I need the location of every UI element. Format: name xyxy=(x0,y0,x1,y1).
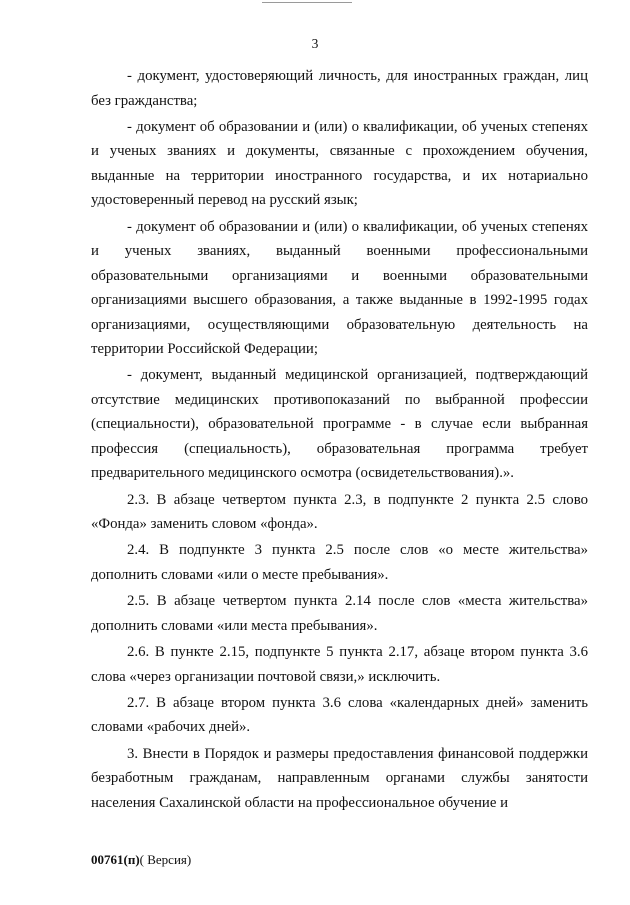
document-code: 00761(п) xyxy=(91,852,140,867)
paragraph-military-education-document: - документ об образовании и (или) о квалификации, об ученых степенях и ученых званиях, выданный военными профессиональными образовательными организациями и военными образовательными организациями высшего образования, а также выданные в 1992-1995 годах организациями, осуществляющими образовательную деятельность на территории Российской Федерации; xyxy=(91,218,588,358)
paragraph-clause-2-5: 2.5. В абзаце четвертом пункта 2.14 после слов «места жительства» дополнить словами «или места пребывания». xyxy=(91,593,588,634)
paragraph-clause-2-4: 2.4. В подпункте 3 пункта 2.5 после слов «о месте жительства» дополнить словами «или о месте пребывания». xyxy=(91,542,588,583)
paragraph-clause-3: 3. Внести в Порядок и размеры предоставления финансовой поддержки безработным гражданам, направленным органами службы занятости населения Сахалинской области на профессиональное обучение и xyxy=(91,745,588,811)
document-version-label: ( Версия) xyxy=(139,852,192,867)
paragraph-foreign-education-document: - документ об образовании и (или) о квалификации, об ученых степенях и ученых званиях и документы, связанные с прохождением обучения, выданные на территории иностранного государства, и их нотариально удостоверенный перевод на русский язык; xyxy=(91,118,588,209)
paragraph-medical-document: - документ, выданный медицинской организацией, подтверждающий отсутствие медицинских противопоказаний по выбранной профессии (специальности), образовательной программе - в случае если выбранная профессия (специальность), образовательная программа требует предварительного медицинского осмотра (освидетельствования).». xyxy=(91,367,588,482)
top-edge-rule xyxy=(262,2,352,3)
document-footer xyxy=(91,852,191,868)
paragraph-identity-document: - документ, удостоверяющий личность, для иностранных граждан, лиц без гражданства; xyxy=(91,68,588,109)
page-number: 3 xyxy=(311,36,319,51)
paragraph-clause-2-6: 2.6. В пункте 2.15, подпункте 5 пункта 2.17, абзаце втором пункта 3.6 слова «через организации почтовой связи,» исключить. xyxy=(91,644,588,685)
document-body xyxy=(91,64,588,817)
paragraph-clause-2-3: 2.3. В абзаце четвертом пункта 2.3, в подпункте 2 пункта 2.5 слово «Фонда» заменить словом «фонда». xyxy=(91,491,588,533)
paragraph-clause-2-7: 2.7. В абзаце втором пункта 3.6 слова «календарных дней» заменить словами «рабочих дней». xyxy=(91,694,588,736)
